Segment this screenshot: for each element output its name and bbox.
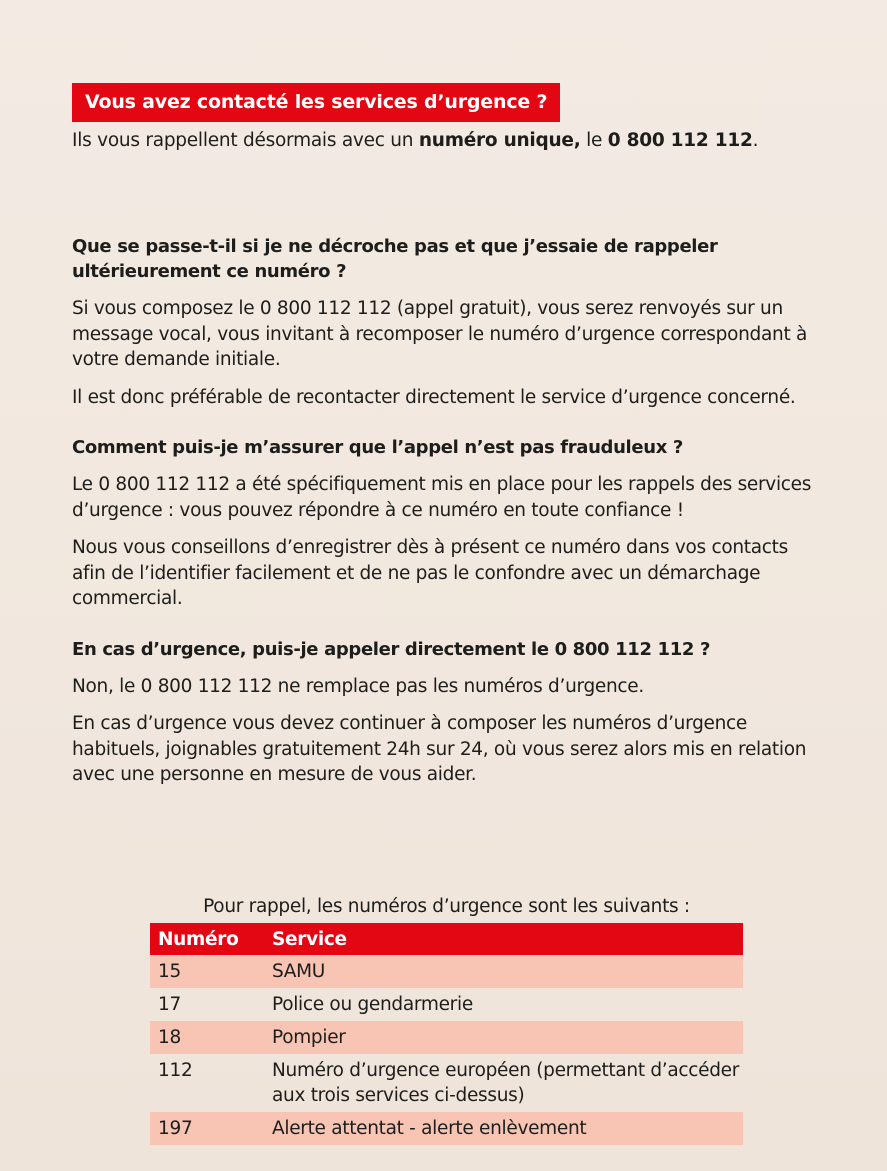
lead-text-middle: le [580, 130, 608, 151]
table-header-row [150, 923, 743, 955]
lead-paragraph [72, 128, 812, 154]
faq-question-3: En cas d’urgence, puis-je appeler directement le 0 800 112 112 ? [72, 638, 711, 660]
faq-answer-2b: Nous vous conseillons d’enregistrer dès à présent ce numéro dans vos contacts afin de l’identifier facilement et de ne pas le confondre avec un démarchage commercial. [72, 537, 788, 609]
faq-answer-1a: Si vous composez le 0 800 112 112 (appel gratuit), vous serez renvoyés sur un message vocal, vous invitant à recomposer le numéro d’urgence correspondant à votre demande initiale. [72, 298, 808, 370]
table-cell-number: 197 [158, 1118, 193, 1139]
faq-question-2: Comment puis-je m’assurer que l’appel n’est pas frauduleux ? [72, 437, 683, 458]
faq-answer-1b: Il est donc préférable de recontacter directement le service d’urgence concerné. [72, 386, 796, 408]
page-title: Vous avez contacté les services d’urgence ? [72, 83, 560, 122]
emergency-numbers-table [150, 894, 743, 1145]
faq-answer-2a: Le 0 800 112 112 a été spécifiquement mis en place pour les rappels des services d’urgence : vous pouvez répondre à ce numéro en toute confiance ! [72, 474, 812, 521]
lead-text-end: . [752, 130, 759, 151]
table-header-number: Numéro [158, 928, 239, 950]
table-header-service: Service [272, 928, 347, 950]
table-row [150, 1021, 743, 1054]
faq-answer-3b: En cas d’urgence vous devez continuer à composer les numéros d’urgence habituels, joignables gratuitement 24h sur 24, où vous serez alors mis en relation avec une personne en mesure de vous aider. [72, 713, 807, 785]
table-cell-number: 112 [158, 1060, 193, 1081]
table-cell-service: Numéro d’urgence européen (permettant d’accéder aux trois services ci-dessus) [272, 1060, 740, 1106]
table-row [150, 1054, 743, 1112]
table-cell-number: 18 [158, 1027, 181, 1048]
table-cell-number: 17 [158, 994, 181, 1015]
faq-answer-3a: Non, le 0 800 112 112 ne remplace pas les numéros d’urgence. [72, 675, 644, 697]
table-cell-number: 15 [158, 961, 181, 982]
table-cell-service: SAMU [272, 961, 326, 982]
lead-text-start: Ils vous rappellent désormais avec un [72, 130, 419, 151]
lead-bold-number: 0 800 112 112 [607, 130, 753, 151]
document-body [72, 83, 812, 788]
table-row [150, 1112, 743, 1145]
table-cell-service: Police ou gendarmerie [272, 994, 473, 1015]
faq-question-1: Que se passe-t-il si je ne décroche pas et que j’essaie de rappeler ultérieurement ce numéro ? [72, 236, 718, 282]
table-caption: Pour rappel, les numéros d’urgence sont les suivants : [203, 896, 690, 917]
table-cell-service: Alerte attentat - alerte enlèvement [272, 1118, 587, 1139]
table-cell-service: Pompier [272, 1027, 346, 1048]
table-row [150, 955, 743, 988]
table-row [150, 988, 743, 1021]
lead-bold-unique: numéro unique, [418, 130, 581, 151]
